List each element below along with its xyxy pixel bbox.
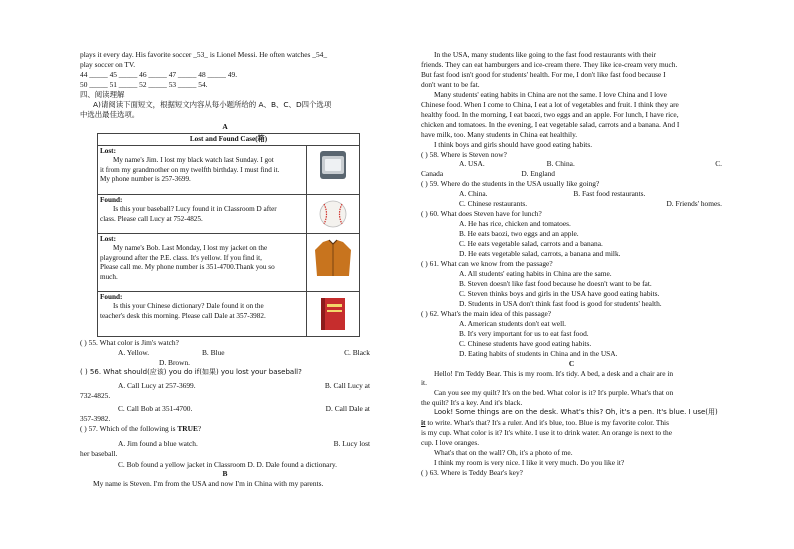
passage-b-line: My name is Steven. I'm from the USA and now I'm in China with my parents. <box>93 479 324 489</box>
passage-line: Look! Some things are on the desk. What's this? Oh, it's a pen. It's blue. I use(用) <box>434 408 718 417</box>
option: C. Black <box>344 347 370 357</box>
passage-text: to write. What's that? It's a ruler. And it's blue, too. Blue is my favorite color. This <box>425 418 669 428</box>
question-63: ( ) 63. Where is Teddy Bear's key? <box>421 468 523 478</box>
book-icon <box>309 296 357 332</box>
lost-and-found-table <box>97 133 360 337</box>
option-continued: Canada <box>421 169 444 179</box>
dictionary-image <box>307 292 360 337</box>
section-heading: 四、阅读理解 <box>80 89 125 99</box>
row-text: class. Please call Lucy at 752-4825. <box>100 214 203 223</box>
option: C. Steven thinks boys and girls in the USA have good eating habits. <box>459 288 660 298</box>
jacket-icon <box>309 238 357 278</box>
instructions-line-1: A)请阅读下面短文，根据短文内容从每小题所给的 A、B、C、D四个选项 <box>93 99 332 109</box>
option: D. Friends' homes. <box>666 199 722 209</box>
question-59: ( ) 59. Where do the students in the USA usually like going? <box>421 179 600 189</box>
passage-line: it. <box>421 378 427 388</box>
option: C. He eats vegetable salad, carrots and a banana. <box>459 239 603 249</box>
table-row <box>98 195 360 234</box>
table-row <box>98 146 360 195</box>
table-row <box>98 292 360 337</box>
option: C. Chinese restaurants. <box>459 199 528 209</box>
option: C. <box>715 159 723 169</box>
option: D. England <box>521 169 555 179</box>
question-55: ( ) 55. What color is Jim's watch? <box>80 338 179 348</box>
option: A. USA. <box>459 159 485 169</box>
passage-line: healthy food. In the morning, I eat baozi, two eggs and an apple. For lunch, I have rice, <box>421 109 679 119</box>
emphasis: TRUE <box>177 423 198 433</box>
question-mark: ? <box>197 423 202 433</box>
option: D. Eating habits of students in China and in the USA. <box>459 348 618 358</box>
row-text: My name's Jim. I lost my black watch last Sunday. I got <box>113 156 274 165</box>
question-58-options <box>421 169 722 179</box>
passage-line: is my cup. What color is it? It's white. I use it to drink water. An orange is next to the <box>421 428 672 438</box>
left-column <box>80 50 370 489</box>
question-55-options <box>80 348 370 358</box>
row-text: Is this your baseball? Lucy found it in Classroom D after <box>113 205 277 214</box>
question-58-options <box>421 159 722 169</box>
option: B. Steven doesn't like fast food because he doesn't want to be fat. <box>459 278 652 288</box>
option: B. China. <box>546 159 575 169</box>
option-continued: 732-4825. <box>80 390 111 400</box>
option: B. Blue <box>202 347 225 357</box>
question-56-options <box>80 404 370 414</box>
option: A. American students don't eat well. <box>459 318 567 328</box>
passage-c-letter: C <box>568 358 575 368</box>
passage-line <box>421 418 722 428</box>
instructions-line-2: 中选出最佳选项。 <box>80 109 140 119</box>
question-59-options <box>421 189 722 199</box>
option: D. Students in USA don't think fast food is good for students' health. <box>459 298 662 308</box>
option: C. Chinese students have good eating habits. <box>459 338 592 348</box>
right-column <box>421 50 722 478</box>
option: A. Jim found a blue watch. <box>118 438 198 448</box>
option: B. It's very important for us to eat fast food. <box>459 328 589 338</box>
option: B. Lucy lost <box>333 438 370 448</box>
passage-line: Can you see my quilt? It's on the bed. What color is it? It's purple. What's that on <box>434 388 674 398</box>
question-text: ( ) 57. Which of the following is <box>80 423 176 433</box>
passage-line: chicken and tomatoes. In the evening, I eat vegetable salad, carrots and a banana. And I <box>421 119 680 129</box>
question-61: ( ) 61. What can we know from the passage? <box>421 259 553 269</box>
watch-image <box>307 146 360 195</box>
option: D. Call Dale at <box>325 403 370 413</box>
question-56-options <box>80 381 370 391</box>
option: A. Yellow. <box>118 347 150 357</box>
passage-line: In the USA, many students like going to the fast food restaurants with their <box>434 50 657 59</box>
passage-line: I think boys and girls should have good eating habits. <box>434 139 593 149</box>
option: A. China. <box>459 189 488 199</box>
passage-line: have milk, too. Many students in China eat healthily. <box>421 129 578 139</box>
passage-line: I think my room is very nice. I like it very much. Do you like it? <box>434 458 625 468</box>
passage-line: But fast food isn't good for students' health. For me, I don't like fast food because I <box>421 69 666 79</box>
option: A. Call Lucy at 257-3699. <box>118 380 196 390</box>
underlined-word: it <box>421 418 426 428</box>
option: B. Call Lucy at <box>324 380 370 390</box>
row-label: Found: <box>100 293 123 302</box>
passage-line: Hello! I'm Teddy Bear. This is my room. It's tidy. A bed, a desk and a chair are in <box>434 368 674 378</box>
passage-line: What's that on the wall? Oh, it's a photo of me. <box>434 448 573 458</box>
row-text: playground after the P.E. class. It's yellow. If you find it, <box>100 253 262 262</box>
row-text: Is this your Chinese dictionary? Dale found it on the <box>113 302 264 311</box>
row-text: My phone number is 257-3699. <box>100 175 191 184</box>
option-continued: 357-3982. <box>80 413 111 423</box>
passage-line: don't want to be fat. <box>421 79 480 89</box>
baseball-image <box>307 195 360 234</box>
question-56: ( ) 56. What should(应该) you do if(如果) you lost your baseball? <box>80 367 302 376</box>
question-57-options <box>80 439 370 449</box>
row-label: Found: <box>100 196 123 205</box>
question-58: ( ) 58. Where is Steven now? <box>421 149 507 159</box>
question-57 <box>80 424 370 434</box>
row-label: Lost: <box>100 147 116 156</box>
option: B. He eats baozi, two eggs and an apple. <box>459 229 579 239</box>
row-text: teacher's desk this morning. Please call Dale at 357-3982. <box>100 311 266 320</box>
option: C. Call Bob at 351-4700. <box>118 403 193 413</box>
option: B. Fast food restaurants. <box>573 189 646 199</box>
table-row <box>98 234 360 292</box>
table-caption: Lost and Found Case(箱) <box>98 133 360 145</box>
passage-line: Chinese food. When I come to China, I eat a lot of vegetables and fruit. I think they are <box>421 99 679 109</box>
passage-line: friends. They can eat hamburgers and ice-cream there. They like ice-cream very much. <box>421 59 678 69</box>
jacket-image <box>307 234 360 292</box>
passage-b-letter: B <box>222 469 228 479</box>
option: A. All students' eating habits in China are the same. <box>459 268 612 278</box>
option: A. He has rice, chicken and tomatoes. <box>459 219 571 229</box>
passage-line: cup. I love oranges. <box>421 438 480 448</box>
question-60: ( ) 60. What does Steven have for lunch? <box>421 209 542 219</box>
row-text: it from my grandmother on my twelfth birthday. I must find it. <box>100 165 280 174</box>
answer-blanks-row-2: 50 _____ 51 _____ 52 _____ 53 _____ 54. <box>80 79 208 89</box>
row-text: much. <box>100 272 118 281</box>
passage-line: the quilt? It's a key. And it's black. <box>421 398 523 408</box>
passage-line: Many students' eating habits in China are not the same. I love China and I love <box>434 89 667 99</box>
row-text: My name's Bob. Last Monday, I lost my jacket on the <box>113 244 268 253</box>
option-continued: her baseball. <box>80 448 118 458</box>
row-text: Please call me. My phone number is 351-4700.Thank you so <box>100 263 275 272</box>
cloze-line-2: play soccer on TV. <box>80 59 136 69</box>
question-59-options <box>421 199 722 209</box>
passage-a-letter: A <box>222 121 228 131</box>
question-62: ( ) 62. What's the main idea of this passage? <box>421 308 552 318</box>
answer-blanks-row-1: 44 _____ 45 _____ 46 _____ 47 _____ 48 _____ 49. <box>80 69 238 79</box>
baseball-icon <box>309 199 357 229</box>
watch-icon <box>309 150 357 180</box>
option: C. Bob found a yellow jacket in Classroom D. D. Dale found a dictionary. <box>118 459 337 469</box>
row-label: Lost: <box>100 235 116 244</box>
cloze-line-1: plays it every day. His favorite soccer _53_ is Lionel Messi. He often watches _54_ <box>80 50 328 59</box>
option: D. Brown. <box>159 357 190 367</box>
option: D. He eats vegetable salad, carrots, a banana and milk. <box>459 249 621 259</box>
